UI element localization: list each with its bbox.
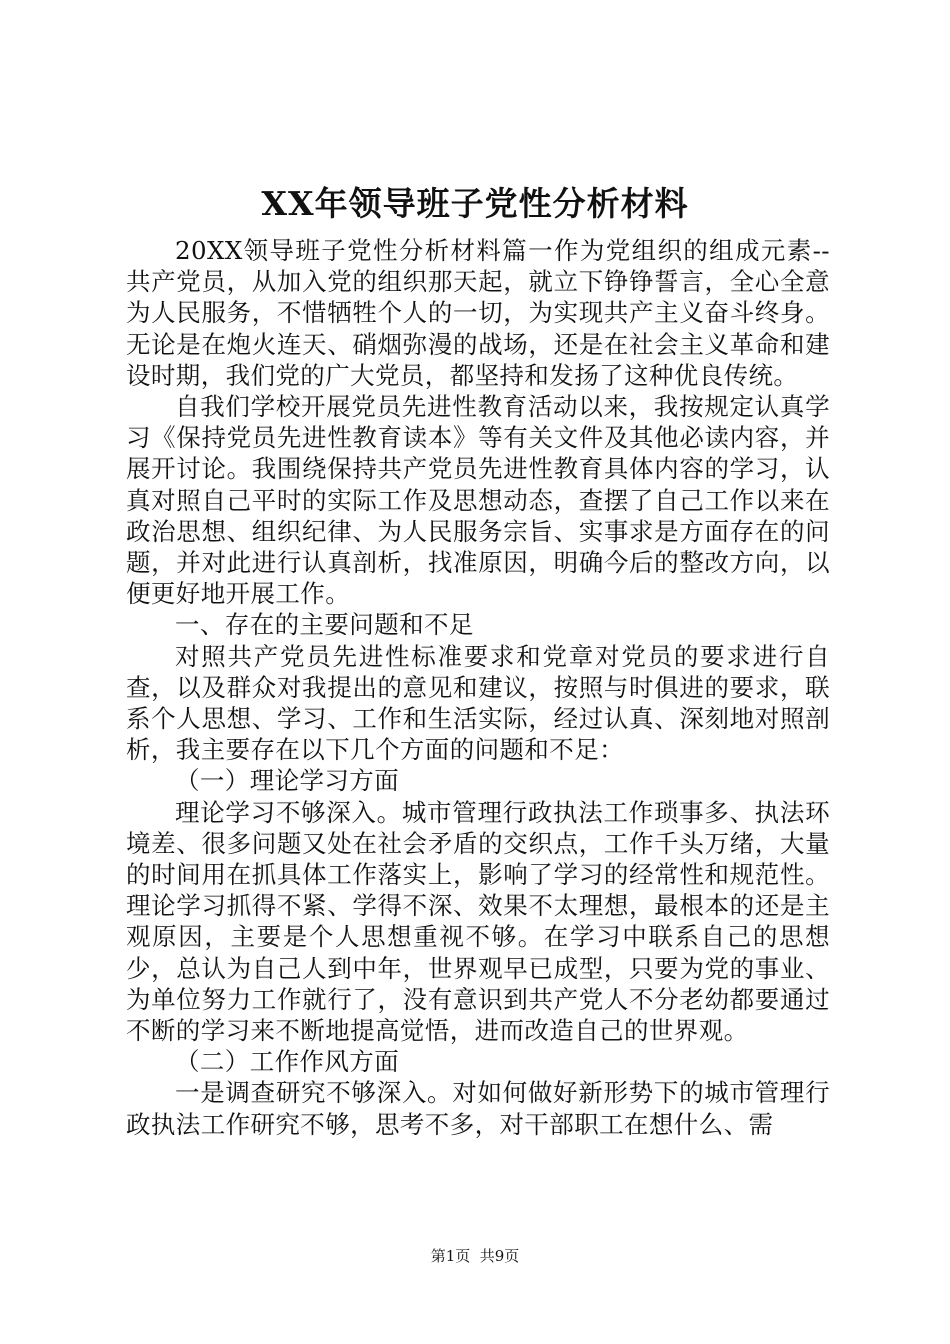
paragraph-self-check: 对照共产党员先进性标准要求和党章对党员的要求进行自查，以及群众对我提出的意见和建议，按照与时俱进的要求，联系个人思想、学习、工作和生活实际，经过认真、深刻地对照剖析，我主要存在以下几个方面的问题和不足： — [126, 641, 830, 765]
subheading-work-style: （二）工作作风方面 — [175, 1047, 400, 1077]
paragraph-work-style: 一是调查研究不够深入。对如何做好新形势下的城市管理行政执法工作研究不够，思考不多，对干部职工在想什么、需 — [126, 1078, 830, 1139]
paragraph-study: 自我们学校开展党员先进性教育活动以来，我按规定认真学习《保持党员先进性教育读本》等有关文件及其他必读内容，并展开讨论。我围绕保持共产党员先进性教育具体内容的学习，认真对照自己平时的实际工作及思想动态，查摆了自己工作以来在政治思想、组织纪律、为人民服务宗旨、实事求是方面存在的问题，并对此进行认真剖析，找准原因，明确今后的整改方向，以便更好地开展工作。 — [126, 392, 830, 609]
document-title: XX年领导班子党性分析材料 — [261, 184, 689, 223]
subheading-theory: （一）理论学习方面 — [175, 766, 400, 796]
document-body — [126, 235, 830, 1140]
paragraph-intro: 20XX领导班子党性分析材料篇一作为党组织的组成元素--共产党员，从加入党的组织那天起，就立下铮铮誓言，全心全意为人民服务，不惜牺牲个人的一切，为实现共产主义奋斗终身。无论是在炮火连天、硝烟弥漫的战场，还是在社会主义革命和建设时期，我们党的广大党员，都坚持和发扬了这种优良传统。 — [126, 236, 830, 390]
page-footer: 第1页 共9页 — [430, 1247, 520, 1265]
section-heading-problems: 一、存在的主要问题和不足 — [175, 610, 474, 640]
paragraph-theory: 理论学习不够深入。城市管理行政执法工作琐事多、执法环境差、很多问题又处在社会矛盾的交织点，工作千头万绪，大量的时间用在抓具体工作落实上，影响了学习的经常性和规范性。理论学习抓得不紧、学得不深、效果不太理想，最根本的还是主观原因，主要是个人思想重视不够。在学习中联系自己的思想少，总认为自己人到中年，世界观早已成型，只要为党的事业、为单位努力工作就行了，没有意识到共产党人不分老幼都要通过不断的学习来不断地提高觉悟，进而改造自己的世界观。 — [126, 797, 830, 1046]
